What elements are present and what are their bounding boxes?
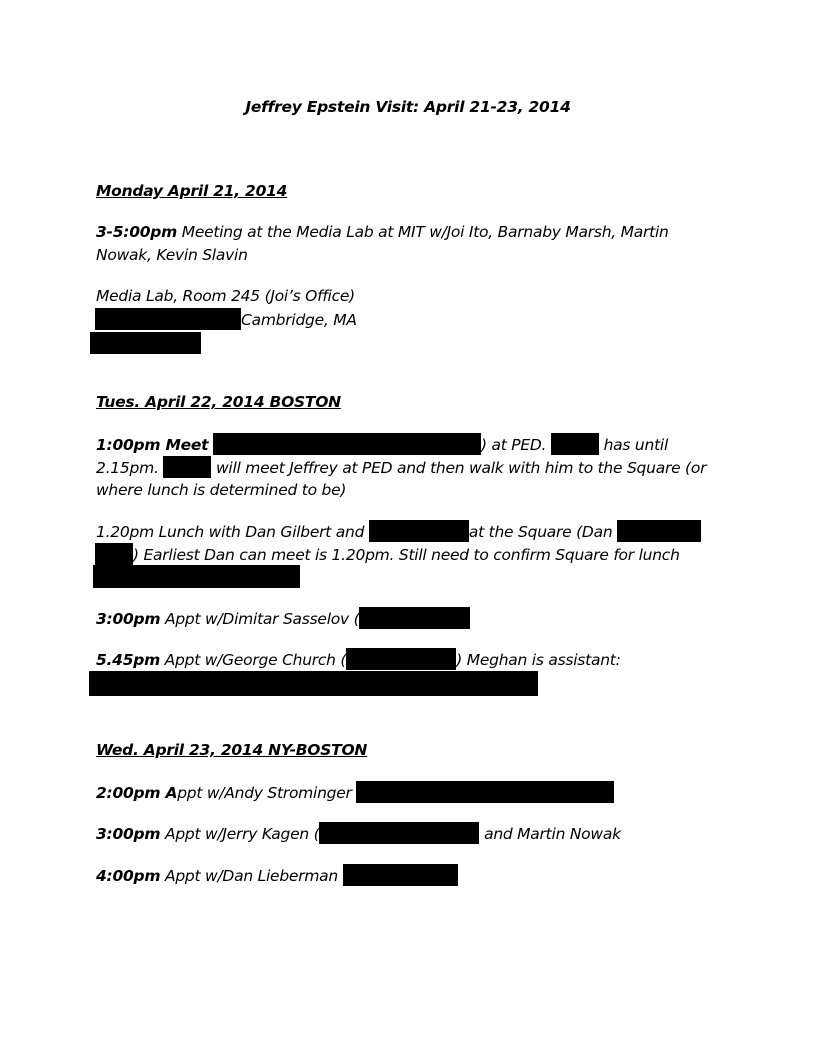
redaction-box: [346, 648, 456, 670]
tuesday-meet-time-end: 2.15pm.: [96, 459, 159, 477]
tuesday-lunch-text: 1.20pm Lunch with Dan Gilbert and: [96, 523, 365, 541]
redaction-box: [213, 433, 481, 455]
redaction-box: [551, 433, 599, 455]
wednesday-kagen-end: and Martin Nowak: [479, 825, 621, 843]
day-heading-tuesday: Tues. April 22, 2014 BOSTON: [96, 393, 341, 411]
tuesday-sasselov-line: [96, 607, 470, 631]
tuesday-meet-location: ) at PED.: [481, 436, 547, 454]
redaction-box: [93, 565, 300, 588]
monday-location-line-2: [95, 308, 357, 332]
redaction-box: [359, 607, 470, 629]
wednesday-lieberman-time: 4:00pm: [96, 867, 161, 885]
tuesday-lunch-note: ) Earliest Dan can meet is 1.20pm. Still need to confirm Square for lunch: [133, 546, 680, 564]
wednesday-strominger-time: 2:00pm A: [96, 784, 178, 802]
tuesday-church-line: [96, 648, 621, 672]
redaction-box: [356, 781, 614, 803]
redaction-box: [617, 520, 701, 542]
redaction-box: [95, 543, 133, 565]
tuesday-church-time: 5.45pm: [96, 651, 160, 669]
redaction-box: [89, 671, 538, 696]
wednesday-lieberman-text: Appt w/Dan Lieberman: [160, 867, 339, 885]
tuesday-lunch-square: at the Square (Dan: [468, 523, 613, 541]
monday-meeting-line-1: [96, 221, 669, 244]
tuesday-lunch-line-1: [96, 520, 701, 544]
tuesday-lunch-line-2: [95, 543, 680, 567]
redaction-box: [95, 308, 241, 330]
redaction-box: [90, 332, 201, 354]
monday-meeting-time: 3-5:00pm: [96, 223, 178, 241]
tuesday-church-assistant: ) Meghan is assistant:: [456, 651, 621, 669]
wednesday-kagen-line: [96, 822, 621, 846]
tuesday-sasselov-time: 3:00pm: [96, 610, 161, 628]
tuesday-meet-line-1: [96, 433, 668, 457]
tuesday-meet-line-3: where lunch is determined to be): [96, 481, 347, 499]
monday-meeting-text: Meeting at the Media Lab at MIT w/Joi Ito, Barnaby Marsh, Martin: [177, 223, 669, 241]
wednesday-strominger-line: [96, 781, 614, 805]
redaction-box: [319, 822, 479, 844]
redaction-box: [163, 456, 211, 478]
redaction-box: [343, 864, 458, 886]
tuesday-sasselov-text: Appt w/Dimitar Sasselov (: [160, 610, 360, 628]
wednesday-kagen-text: Appt w/Jerry Kagen (: [160, 825, 320, 843]
tuesday-meet-walk: will meet Jeffrey at PED and then walk with him to the Square (or: [211, 459, 707, 477]
wednesday-lieberman-line: [96, 864, 458, 888]
monday-location-line-1: Media Lab, Room 245 (Joi’s Office): [96, 287, 355, 305]
tuesday-meet-time: 1:00pm Meet: [96, 436, 209, 454]
tuesday-meet-line-2: [96, 456, 706, 480]
monday-location-city: Cambridge, MA: [241, 311, 357, 329]
wednesday-kagen-time: 3:00pm: [96, 825, 161, 843]
tuesday-meet-until: has until: [598, 436, 669, 454]
day-heading-wednesday: Wed. April 23, 2014 NY-BOSTON: [96, 741, 368, 759]
day-heading-monday: Monday April 21, 2014: [96, 182, 288, 200]
monday-meeting-line-2: Nowak, Kevin Slavin: [96, 246, 248, 264]
tuesday-church-text: Appt w/George Church (: [160, 651, 347, 669]
redaction-box: [369, 520, 469, 542]
document-title: Jeffrey Epstein Visit: April 21-23, 2014: [245, 98, 571, 116]
wednesday-strominger-text: ppt w/Andy Strominger: [177, 784, 352, 802]
